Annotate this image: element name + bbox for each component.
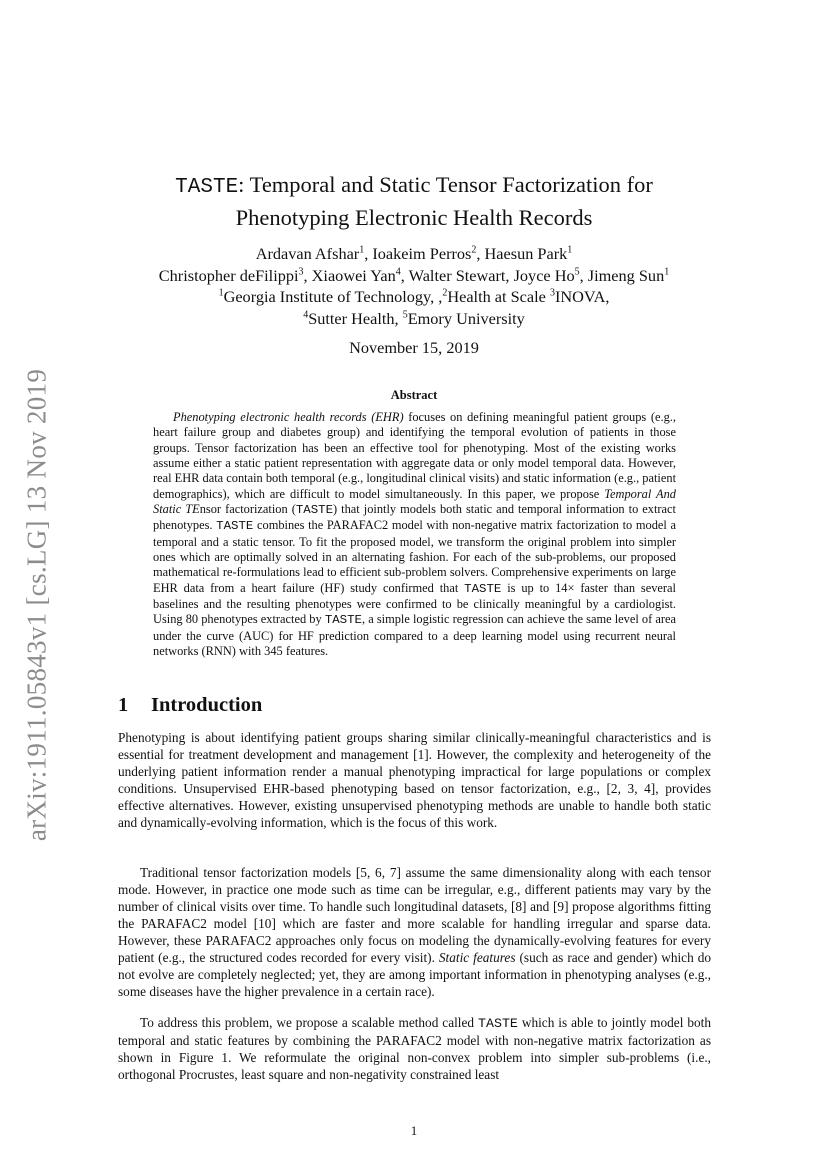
section-number: 1 <box>118 694 129 716</box>
method-acronym: TASTE <box>464 581 502 596</box>
name-initial: A <box>656 486 664 501</box>
method-acronym: TASTE <box>478 1016 518 1031</box>
section-heading <box>118 694 262 717</box>
title-line-2: Phenotyping Electronic Health Records <box>235 205 593 230</box>
affiliation-line-1 <box>100 286 728 308</box>
author-line-1 <box>100 243 728 265</box>
affiliation-marker: 2 <box>471 244 477 256</box>
affiliation-marker: 1 <box>218 287 224 299</box>
emphasis-text: Static features <box>438 950 516 966</box>
affiliation-name: Health at Scale <box>447 287 550 306</box>
name-rest: nd <box>663 486 676 501</box>
author-block <box>100 243 728 329</box>
paragraph-segment: (such as race and gender) which do not evolve are completely neglected; yet, they are among important information in phenotyping analyses (e.g., some diseases have the higher prevalence in a certain race). <box>118 950 712 1000</box>
page-number: 1 <box>410 1123 418 1138</box>
publication-date: November 15, 2019 <box>349 338 479 357</box>
paragraph-segment: Traditional tensor factorization models [5, 6, 7] assume the same dimensionality along with each tensor mode. However, in practice one mode such as time can be irregular, e.g., different patients may vary by the number of clinical visits over time. To handle such longitudinal datasets, [8] and [9] propose algorithms fitting the PARAFAC2 model [10] which are faster and more scalable for handling irregular and sparse data. However, these PARAFAC2 approaches only focus on modeling the dynamically-evolving features for every patient (e.g., the structured codes recorded for every visit). <box>118 865 711 966</box>
arxiv-identifier-stamp <box>20 360 54 850</box>
method-acronym: TASTE <box>324 613 362 628</box>
name-rest: emporal <box>610 486 657 501</box>
affiliation-marker: 3 <box>298 266 304 278</box>
affiliation-name: Georgia Institute of Technology, , <box>223 287 443 306</box>
affiliation-marker: 4 <box>395 266 401 278</box>
affiliation-marker: 1 <box>664 266 670 278</box>
abstract-lead: Phenotyping electronic health records (EHR) <box>173 410 404 424</box>
affiliation-name: INOVA, <box>554 287 610 306</box>
arxiv-identifier-text: arXiv:1911.05843v1 [cs.LG] 13 Nov 2019 <box>21 368 52 842</box>
paragraph-segment: which is able to jointly model both temporal and static features by combining the PARAFAC2 model with non-negative matrix factorization as shown in Figure 1. We reformulate the original non-convex problem into simpler sub-problems (i.e., orthogonal Procrustes, least square and non-negativity constrained least <box>118 1015 711 1083</box>
abstract-text: nsor factorization ( <box>199 502 296 517</box>
affiliation-marker: 3 <box>549 287 555 299</box>
method-acronym: TASTE <box>295 503 334 518</box>
affiliation-line-2 <box>100 308 728 330</box>
name-rest: tatic <box>159 502 186 517</box>
author-name: , Ioakeim Perros <box>364 244 472 263</box>
abstract-text: focuses on defining meaningful patient groups (e.g., heart failure group and diabetes group) and identifying the temporal evolution of patients in those groups. Tensor factorization has been an effective tool for phenotyping. Most of the existing works assume either a static patient representation with aggregate data or only model temporal data. However, real EHR data contain both temporal (e.g., longitudinal clinical visits) and static information (e.g., patient demographics), which are difficult to model simultaneously. In this paper, we propose <box>153 410 677 501</box>
title-line-1 <box>100 170 728 203</box>
intro-paragraph-3 <box>118 1014 711 1083</box>
affiliation-marker: 1 <box>359 244 365 256</box>
author-name: , Jimeng Sun <box>579 265 665 285</box>
paragraph-text <box>118 864 711 1000</box>
paragraph-segment: To address this problem, we propose a scalable method called <box>140 1015 478 1030</box>
paragraph-text: Phenotyping is about identifying patient groups sharing similar clinically-meaningful characteristics and is essential for treatment development and management [1]. However, the complexity and heterogeneity of the underlying patient information render a manual phenotyping impractical for large populations or complex conditions. Unsupervised EHR-based phenotyping based on tensor factorization, e.g., [2, 3, 4], provides effective alternatives. However, existing unsupervised phenotyping methods are unable to handle both static and dynamically-evolving information, which is the focus of this work. <box>118 730 711 831</box>
abstract-text: ) that jointly models both static and temporal information to extract phenotypes. <box>153 502 676 533</box>
method-acronym: TASTE <box>216 519 254 534</box>
author-name: , Xiaowei Yan <box>303 265 396 285</box>
paper-title <box>100 170 728 233</box>
affiliation-name: Emory University <box>407 308 525 328</box>
name-initial: TE <box>185 502 200 517</box>
author-line-2 <box>100 265 728 287</box>
author-name: , Walter Stewart, Joyce Ho <box>400 265 575 285</box>
paragraph-text <box>118 1014 711 1083</box>
author-name: , Haesun Park <box>476 244 568 263</box>
abstract-paragraph <box>153 410 676 660</box>
abstract-heading: Abstract <box>390 388 438 402</box>
affiliation-marker: 5 <box>402 309 408 321</box>
title-rest: : Temporal and Static Tensor Factorization for <box>238 172 653 197</box>
intro-paragraph-2 <box>118 864 711 1000</box>
name-initial: T <box>604 486 610 501</box>
affiliation-marker: 1 <box>567 244 573 256</box>
author-name: Ardavan Afshar <box>255 244 360 263</box>
affiliation-marker: 5 <box>574 266 580 278</box>
abstract-body <box>153 410 676 660</box>
affiliation-marker: 2 <box>442 287 448 299</box>
author-name: Christopher deFilippi <box>158 265 299 285</box>
name-initial: S <box>153 502 160 517</box>
affiliation-name: Sutter Health, <box>308 308 403 328</box>
section-title: Introduction <box>151 694 263 716</box>
intro-paragraph-1 <box>118 729 711 831</box>
abstract-text: is up to 14× faster than several baselines and the resulting phenotypes were confirmed to be clinically meaningful by a cardiologist. Using 80 phenotypes extracted by <box>153 580 677 627</box>
affiliation-marker: 4 <box>303 309 309 321</box>
title-acronym: TASTE <box>175 176 239 199</box>
abstract-text: , a simple logistic regression can achieve the same level of area under the curve (AUC) for HF prediction compared to a deep learning model using recurrent neural networks (RNN) with 345 features. <box>153 612 676 659</box>
abstract-text: combines the PARAFAC2 model with non-negative matrix factorization to model a temporal and a static tensor. To fit the proposed model, we transform the original problem into simpler ones which are optimally solved in an alternating fashion. For each of the sub-problems, our proposed mathematical re-formulations lead to efficient sub-problem solvers. Comprehensive experiments on large EHR data from a heart failure (HF) study confirmed that <box>153 518 676 595</box>
